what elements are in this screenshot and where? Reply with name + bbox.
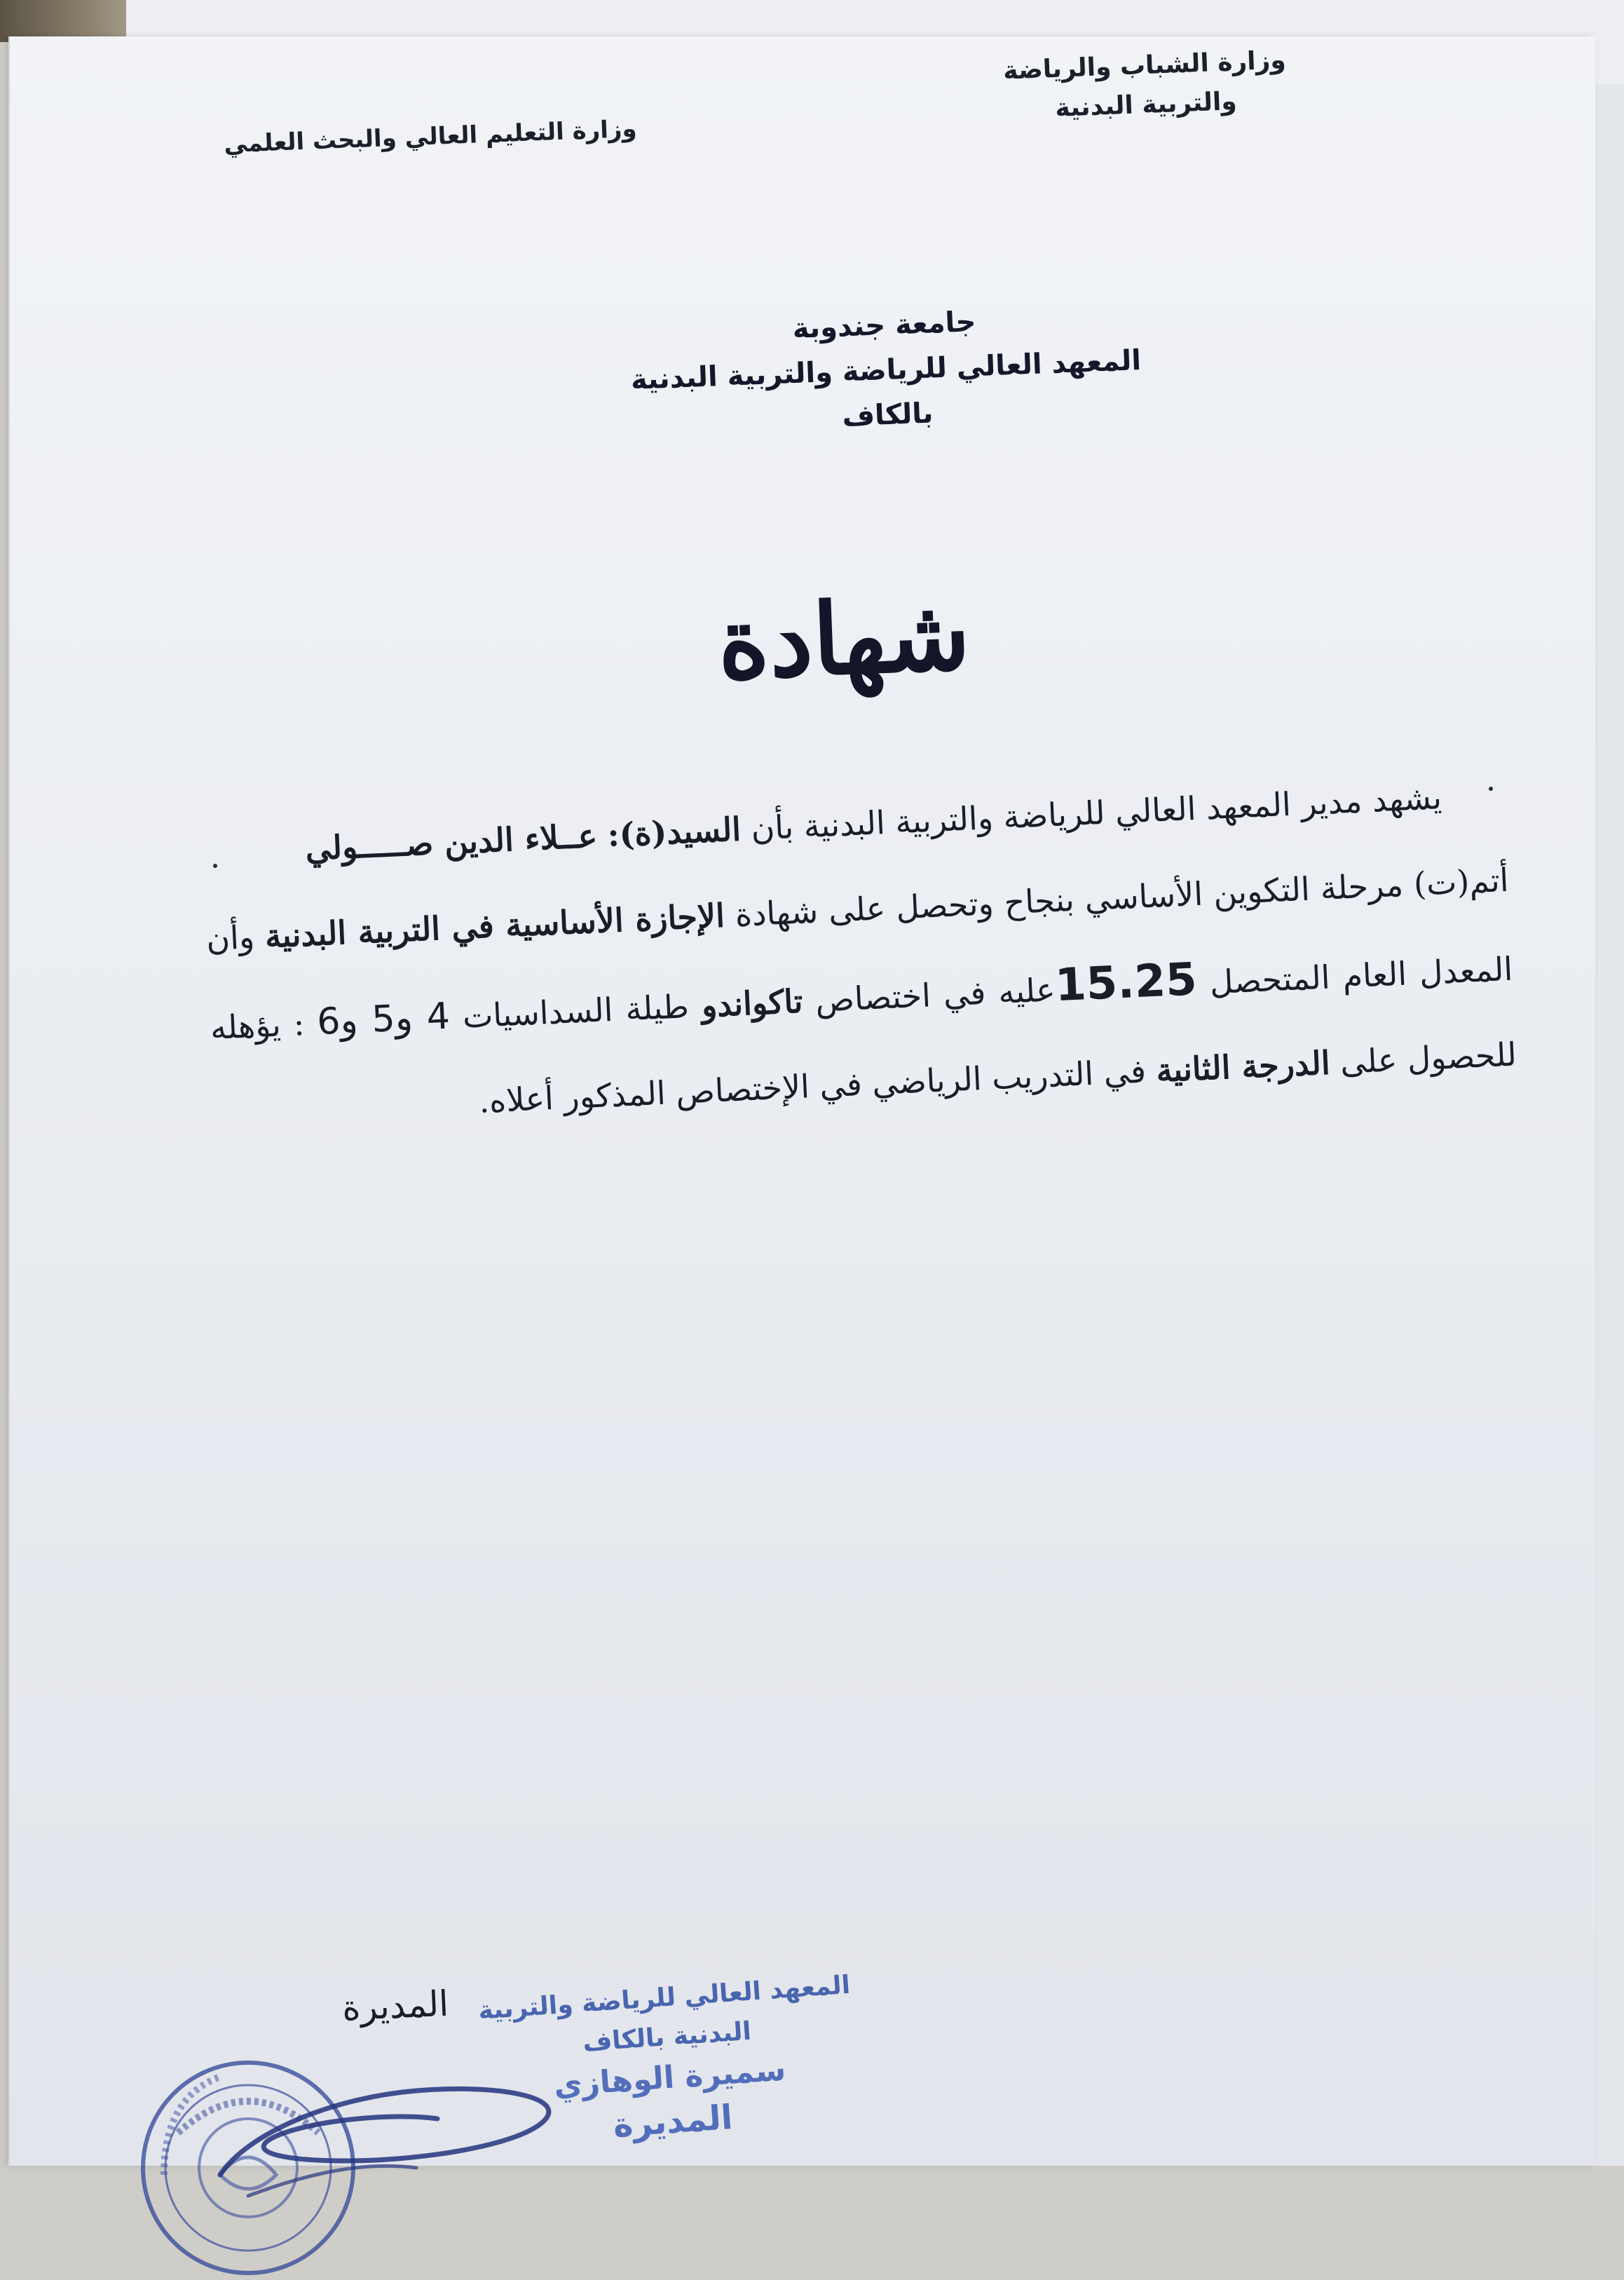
institution-header [554,290,1218,450]
handwritten-signature [206,2056,599,2202]
ministry-youth-sports-line1: وزارة الشباب والرياضة [1002,46,1287,86]
stamp-institute: المعهد العالي للرياضة والتربية البدنية بالكاف [477,1970,852,2058]
university-name: جامعة جندوبة [791,306,977,346]
certificate-title: شهادة [715,577,973,702]
completed-text: أتم(ت) مرحلة التكوين الأساسي بنجاح وتحصل على شهادة [734,860,1510,934]
certificate-body [200,752,1518,1156]
intro-text: يشهد مدير المعهد العالي للرياضة والتربية البدنية بأن [750,778,1443,848]
closing-text: في التدريب الرياضي في الإختصاص المذكور أعلاه. [478,1052,1147,1120]
certificate-paper [8,36,1595,2166]
qualifies-text: : يؤهله للحصول على [209,1004,1517,1081]
during-text: طيلة السداسيات [461,987,690,1036]
average-value: 15.25 [1053,954,1199,1012]
ink-dot [213,864,217,868]
ink-dot [1489,787,1493,791]
average-text: وأن المعدل العام المتحصل [205,918,1514,1002]
stamp-director-name: سميرة الوهازي [552,2051,787,2104]
director-label: المديرة [341,1983,450,2029]
specialty-text: عليه في اختصاص [814,970,1056,1019]
coaching-level: الدرجة الثانية [1155,1043,1331,1090]
stamp-director-title: المديرة [611,2097,735,2145]
ministry-youth-sports [892,36,1399,135]
institute-name-line2: بالكاف [841,397,934,433]
ministry-higher-education: وزارة التعليم العالي والبحث العلمي [223,114,638,159]
specialty-name: تاكواندو [700,982,804,1025]
semesters: 4 و5 و6 [315,995,451,1044]
student-name: عــلاء الدين صـــــولي [304,816,599,868]
institute-name-line1: المعهد العالي للرياضة والتربية البدنية [630,344,1142,396]
ministry-youth-sports-line2: والتربية البدنية [1054,87,1238,123]
degree-name: الإجازة الأساسية في التربية البدنية [264,896,725,956]
salutation: السيد(ة): [606,810,742,855]
